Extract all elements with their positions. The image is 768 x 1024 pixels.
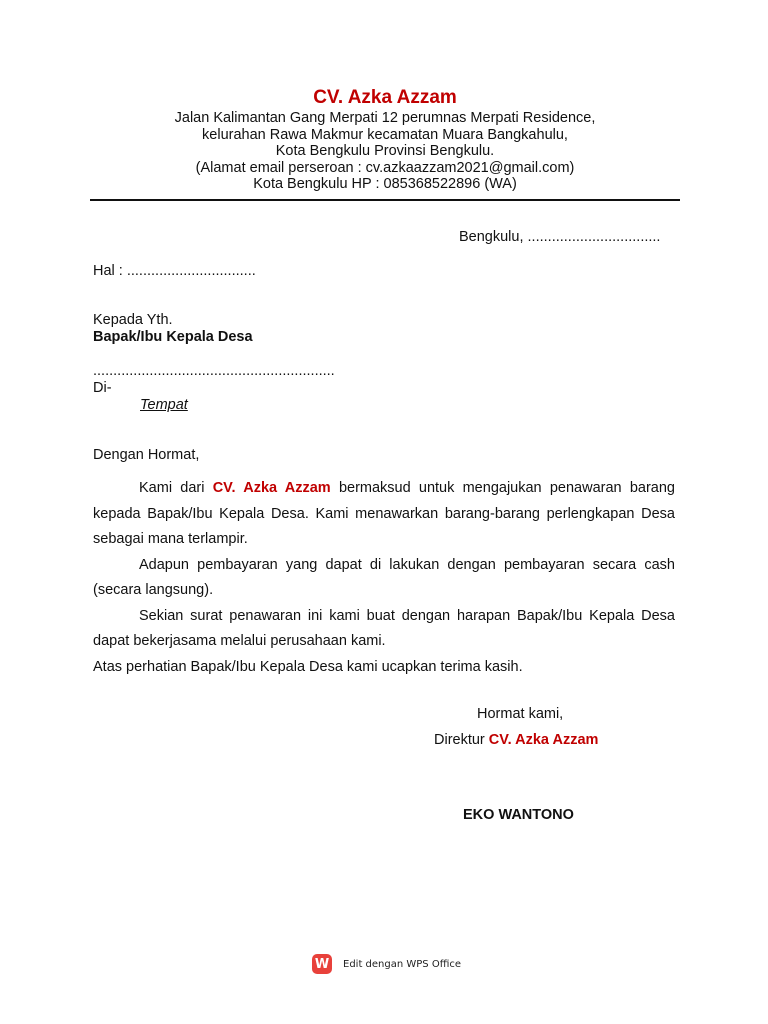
- body-paragraph-2: Adapun pembayaran yang dapat di lakukan dengan pembayaran secara cash (secara langsung).: [93, 556, 675, 598]
- recipient-di: Di-: [93, 380, 112, 396]
- body-p1-after: bermaksud untuk mengajukan penawaran barang kepada Bapak/Ibu Kepala Desa. Kami menawarkan barang-barang perlengkapan Desa sebagai mana terlampir.: [93, 480, 675, 547]
- address-line: Jalan Kalimantan Gang Merpati 12 perumnas Merpati Residence,: [174, 110, 596, 126]
- closing-hormat: Hormat kami,: [477, 706, 564, 722]
- body-paragraph-1: [93, 476, 675, 553]
- address-line: (Alamat email perseroan : cv.azkaazzam2021@gmail.com): [195, 159, 575, 176]
- body-paragraph-3: Sekian surat penawaran ini kami buat dengan harapan Bapak/Ibu Kepala Desa dapat bekerjasama melalui perusahaan kami.: [93, 607, 675, 649]
- letterhead-divider: [90, 199, 680, 201]
- closing-title-prefix: Direktur: [434, 732, 489, 748]
- closing-title-company: CV. Azka Azzam: [488, 732, 599, 748]
- wps-edit-badge[interactable]: [312, 953, 461, 975]
- signer-name: EKO WANTONO: [463, 807, 574, 823]
- body-p1-before: Kami dari: [139, 480, 213, 496]
- body-p1-company: CV. Azka Azzam: [212, 480, 331, 496]
- recipient-tempat: Tempat: [140, 397, 188, 413]
- place-date: Bengkulu, .................................: [459, 229, 661, 245]
- company-name: CV. Azka Azzam: [313, 87, 457, 108]
- recipient-salutation: Kepada Yth.: [93, 312, 173, 328]
- letter-body: [93, 476, 675, 680]
- subject-line: Hal : ................................: [93, 263, 256, 279]
- address-line: Kota Bengkulu HP : 085368522896 (WA): [253, 176, 517, 192]
- address-line: Kota Bengkulu Provinsi Bengkulu.: [275, 143, 495, 159]
- letterhead: [90, 86, 680, 193]
- recipient-dots: ............................................................: [93, 363, 335, 379]
- wps-edit-label[interactable]: Edit dengan WPS Office: [343, 958, 462, 970]
- closing-title: [434, 731, 598, 749]
- greeting: Dengan Hormat,: [93, 447, 200, 463]
- address-line: kelurahan Rawa Makmur kecamatan Muara Bangkahulu,: [202, 126, 568, 143]
- wps-office-icon[interactable]: W: [312, 954, 332, 974]
- recipient-name: Bapak/Ibu Kepala Desa: [93, 329, 253, 345]
- body-paragraph-4: Atas perhatian Bapak/Ibu Kepala Desa kami ucapkan terima kasih.: [93, 658, 523, 675]
